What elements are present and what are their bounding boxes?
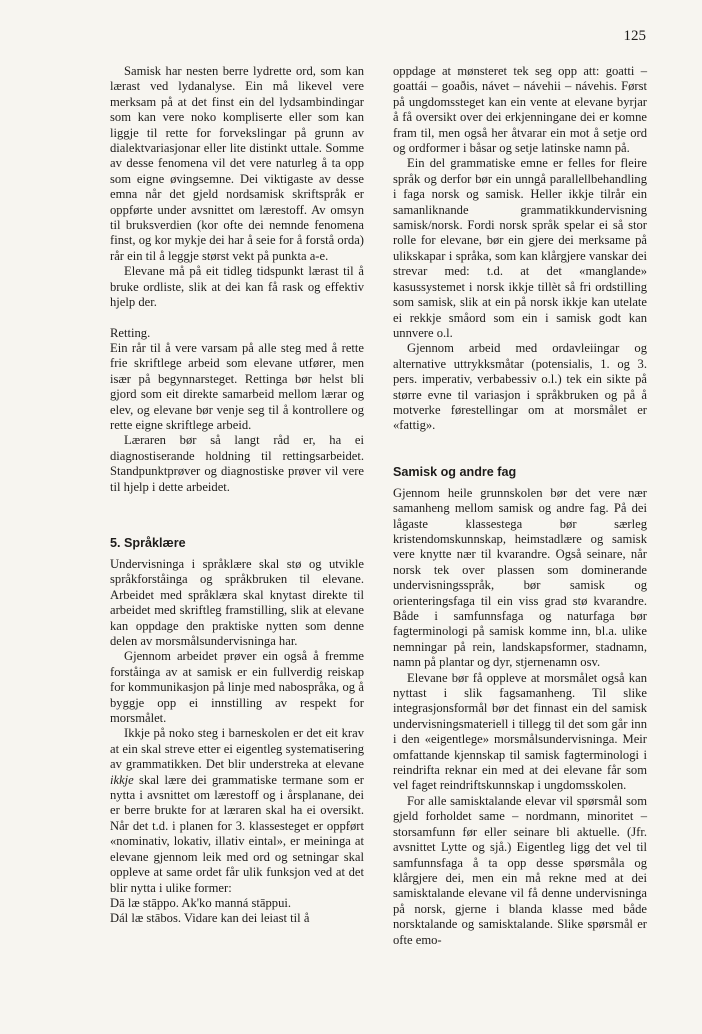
example-line: Dál læ stābos. Vidare kan dei leiast til å bbox=[110, 911, 310, 926]
paragraph: Læraren bør så langt råd er, ha ei diagnostiserande holdning til rettingsarbeidet. Standpunktprøver og diagnostiske prøver vil vere til hjelp i dette arbeidet. bbox=[110, 433, 364, 494]
text-span: skal lære dei grammatiske termane som er nytta i avsnittet om lærestoff og i årsplanane, dei er berre brukte for at læraren skal ha ei oversikt. Når det t.d. i planen for 3. klassesteget er oppført «nominativ, lokativ, illativ eintal», er meininga at elevane gjennom leik med ord og setningar skal oppleve at same ordet får ulik funksjon ved at det blir nytta i ulike former: bbox=[110, 772, 364, 895]
paragraph: Ein rår til å vere varsam på alle steg med å rette frie skriftlege arbeid som elevane utfører, men især på begynnarsteget. Rettinga bør helst bli gjord som eit direkte samarbeid mellom lærar og elev, og elevane bør venje seg til å kontrollere og rette eigne skriftlege arbeid. bbox=[110, 340, 364, 432]
paragraph: Elevane må på eit tidleg tidspunkt lærast til å bruke ordliste, slik at dei kan få rask og effektiv hjelp der. bbox=[110, 264, 364, 310]
example-line: Dā læ stāppo. Ak'ko manná stāppui. bbox=[110, 895, 292, 910]
emphasis: ikkje bbox=[110, 772, 134, 787]
page-number: 125 bbox=[623, 28, 646, 44]
text-span: Ikkje på noko steg i barneskolen er det eit krav at ein skal streve etter ei eigentleg systematisering av grammatikken. Det blir understreka at elevane bbox=[110, 726, 364, 772]
paragraph: Undervisninga i språklære skal stø og utvikle språkforståinga og språkbruken til elevane. Arbeidet med språklæra skal knytast direkte til arbeidet med skriftleg framstilling, slik at elevane kan oppdage den praktiske nytten som denne delen av morsmålsundervisninga har. bbox=[110, 556, 364, 648]
paragraph: Gjennom arbeidet prøver ein også å fremme forståinga av at samisk er ein fullverdig reiskap for kommunikasjon på linje med nabospråka, og å byggje opp ei innstilling av respekt for morsmålet. bbox=[110, 649, 364, 726]
paragraph: Samisk har nesten berre lydrette ord, som kan lærast ved lydanalyse. Ein må likevel vere merksam på at det finst ein del lydsambindingar som kan vere noko kompliserte eller som kan liggje til rette for forvekslingar på grunn av dialektvariasjonar eller lite distinkt uttale. Somme av desse fenomena vil det vere naturleg å ta opp som eigne øvingsemne. Dei viktigaste av desse emna når det gjeld nordsamisk skriftspråk er oppførte under avsnittet om lærestoff. Av omsyn til bruksverdien (kor ofte dei nemnde fenomena finst, og kor mykje dei har å seie for å forstå orda) rår ein til å leggje størst vekt på punkta a-e. bbox=[110, 64, 364, 263]
spacer bbox=[110, 311, 364, 326]
paragraph: Ein del grammatiske emne er felles for fleire språk og derfor bør ein unngå parallellbehandling i faga norsk og samisk. Heller ikkje tilrår ein samanliknande grammatikkundervisning samisk/norsk. Fordi norsk språk spelar ei så stor rolle for elevane, bør ein gjere dei merksame på ulikskapar i språka, som kan klårgjere vanskar dei strevar med: t.d. at det «manglande» kasussystemet i norsk ikkje tillèt så fri ordstilling som samisk, slik at ein på norsk ikkje kan utelate ei rekkje småord som ein i samisk godt kan unnvere o.l. bbox=[393, 156, 647, 340]
paragraph: Elevane bør få oppleve at morsmålet også kan nyttast i slik fagsamanheng. Til slike integrasjonsformål bør det finnast ein del samisk undervisningsmateriell i tillegg til det som går inn i den «eigentlege» morsmålsundervisninga. Meir omfattande kjennskap til samisk fagterminologi i reindrifta reknar ein med at dei elevane får som vel faget reindriftskunnskap i ungdomsskolen. bbox=[393, 670, 647, 793]
paragraph: oppdage at mønsteret tek seg opp att: goatti – goattái – goaðis, návet – návehii – návehis. Først på ungdomssteget kan ein vente at elevane byrjar å få oversikt over dei erkjenningane dei er komne fram til, men også her åtvarar ein mot å setje ord og ordformer i båsar og setje latinske namn på. bbox=[393, 64, 647, 156]
paragraph: Gjennom arbeid med ordavleiingar og alternative uttrykksmåtar (potensialis, 1. og 3. pers. imperativ, verbabessiv o.l.) tek ein sikte på større evne til variasjon i språkbruken og på å motverke førestellingar om at morsmålet er «fattig». bbox=[393, 341, 647, 433]
spacer bbox=[110, 495, 364, 535]
paragraph bbox=[110, 726, 364, 895]
paragraph: Gjennom heile grunnskolen bør det vere nær samanheng mellom samisk og andre fag. På dei lågaste klassestega bør særleg kristendomskunnskap, heimstadlære og samisk vere knytte nær til kvarandre. Også seinare, når norsk tek over plassen som dominerande undervisningsspråk, bør samisk og orienteringsfaga til ein viss grad stø kvarandre. Både i samfunnsfaga og naturfaga bør fagterminologi på samisk komme inn, bl.a. ulike nemningar på rein, landskapsformer, stadnamn, namn på plantar og dyr, stjernenamn osv. bbox=[393, 485, 647, 670]
left-column bbox=[110, 64, 364, 927]
paragraph: For alle samisktalande elevar vil spørsmål som gjeld forholdet same – nordmann, minoritet – storsamfunn før eller seinare bli aktuelle. (Jfr. avsnittet Lytte og sjå.) Eigentleg ligg det vel til samfunnsfaga å ta opp desse spørsmåla og klårgjere dei, men ein må rekne med at dei samisktalande elevane vil få denne undervisninga på norsk, gjerne i blanda klasse med både norsktalande og samisktalande. Slike spørsmål er ofte emo- bbox=[393, 793, 647, 947]
subheading-retting: Retting. bbox=[110, 325, 151, 340]
section-heading-samisk-og-andre-fag: Samisk og andre fag bbox=[393, 464, 517, 479]
right-column bbox=[393, 64, 647, 948]
spacer bbox=[393, 434, 647, 464]
section-heading-spraklaere: 5. Språklære bbox=[110, 535, 186, 550]
